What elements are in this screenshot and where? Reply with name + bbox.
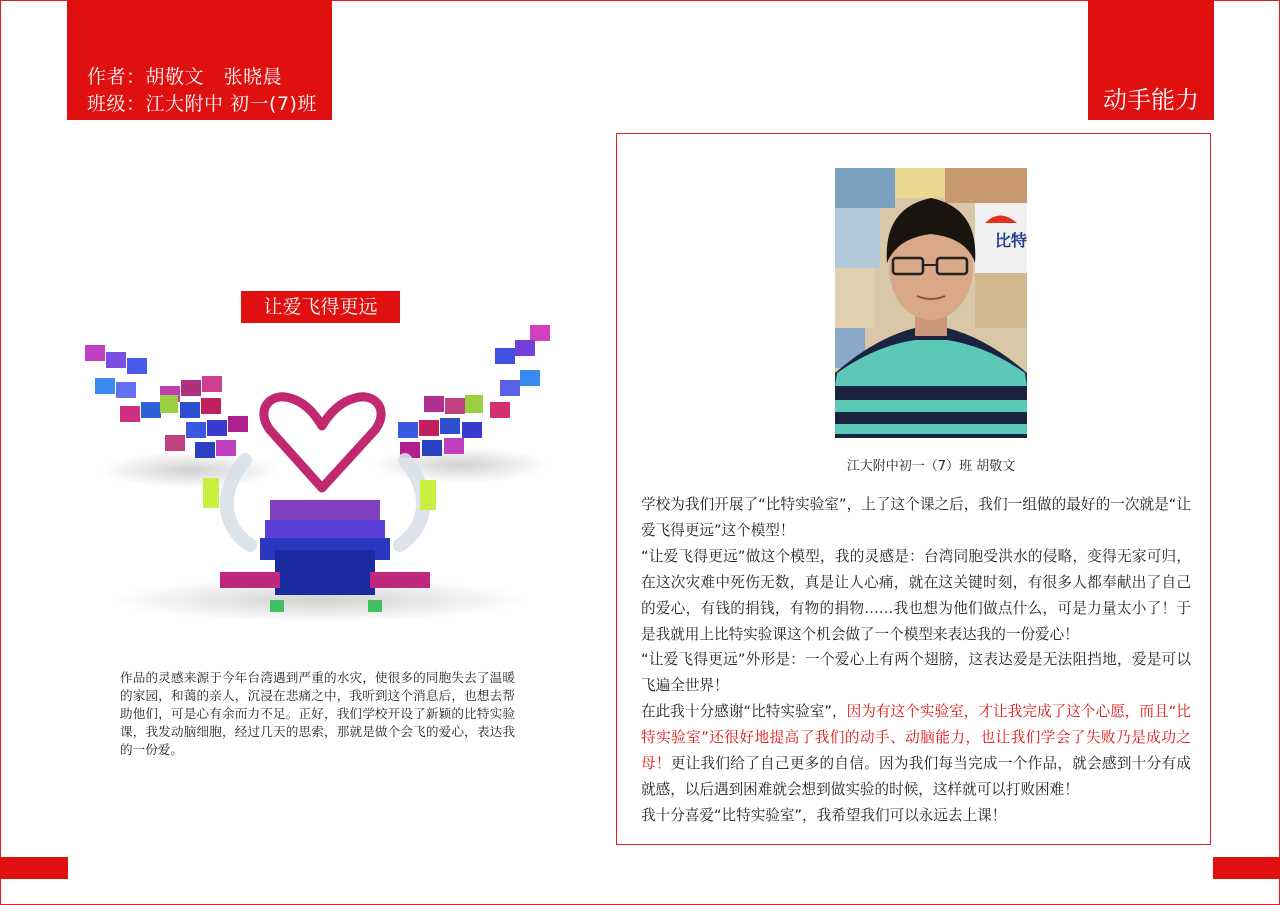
author-header (67, 0, 332, 120)
story-text (641, 492, 1191, 829)
left-wing (85, 345, 248, 458)
footer-bar-left (0, 857, 68, 879)
class-line: 班级：江大附中 初一(7)班 (87, 93, 317, 115)
story-paragraph (641, 699, 1191, 803)
story-paragraph: 学校为我们开展了“比特实验室”，上了这个课之后，我们一组做的最好的一次就是“让爱飞得更远”这个模型！ (641, 496, 1191, 539)
heart-with-wings-model-image (70, 310, 575, 635)
heart-shape (264, 397, 381, 488)
story-paragraph: “让爱飞得更远”外形是：一个爱心上有两个翅膀，这表达爱是无法阻挡地，爱是可以飞遍全世界！ (641, 651, 1191, 695)
photo-caption: 江大附中初一（7）班 胡敬文 (846, 459, 1016, 474)
student-portrait-photo (835, 168, 1027, 438)
right-wing (398, 325, 550, 458)
story-text-run: 更让我们给了自己更多的自信。因为我们每当完成一个作品，就会感到十分有成就感，以后遇到困难就会想到做实验的时候，这样就可以打败困难！ (641, 755, 1191, 798)
footer-bar-right (1213, 857, 1280, 879)
artwork-description: 作品的灵感来源于今年台湾遇到严重的水灾，使很多的同胞失去了温暖的家园，和蔼的亲人，沉浸在悲痛之中，我听到这个消息后，也想去帮助他们，可是心有余而力不足。正好，我们学校开设了新颖的比特实验课，我发动脑细胞，经过几天的思索，那就是做个会飞的爱心，表达我的一份爱。 (120, 670, 515, 757)
story-text-run: 在此我十分感谢“比特实验室”， (641, 703, 847, 721)
author-line: 作者：胡敬文 张晓晨 (87, 66, 283, 88)
story-highlight: 因为有这个实验室，才让我完成了这个心愿，而且“比特实验室”还很好地提高了我们的动手、动脑能力，也让我们学会了失败乃是成功之母！ (641, 703, 1191, 773)
section-tab (1088, 0, 1214, 120)
story-paragraph: 我十分喜爱“比特实验室”，我希望我们可以永远去上课！ (641, 806, 1007, 824)
banner-text: 比特 (995, 231, 1027, 250)
section-tab-label: 动手能力 (1103, 86, 1199, 114)
artwork-title: 让爱飞得更远 (241, 291, 400, 323)
story-paragraph: “让爱飞得更远”做这个模型，我的灵感是：台湾同胞受洪水的侵略，变得无家可归，在这次灾难中死伤无数，真是让人心痛，就在这关键时刻，有很多人都奉献出了自己的爱心，有钱的捐钱，有物的捐物……我也想为他们做点什么，可是力量太小了！于是我就用上比特实验课这个机会做了一个模型来表达我的一份爱心！ (641, 547, 1191, 643)
